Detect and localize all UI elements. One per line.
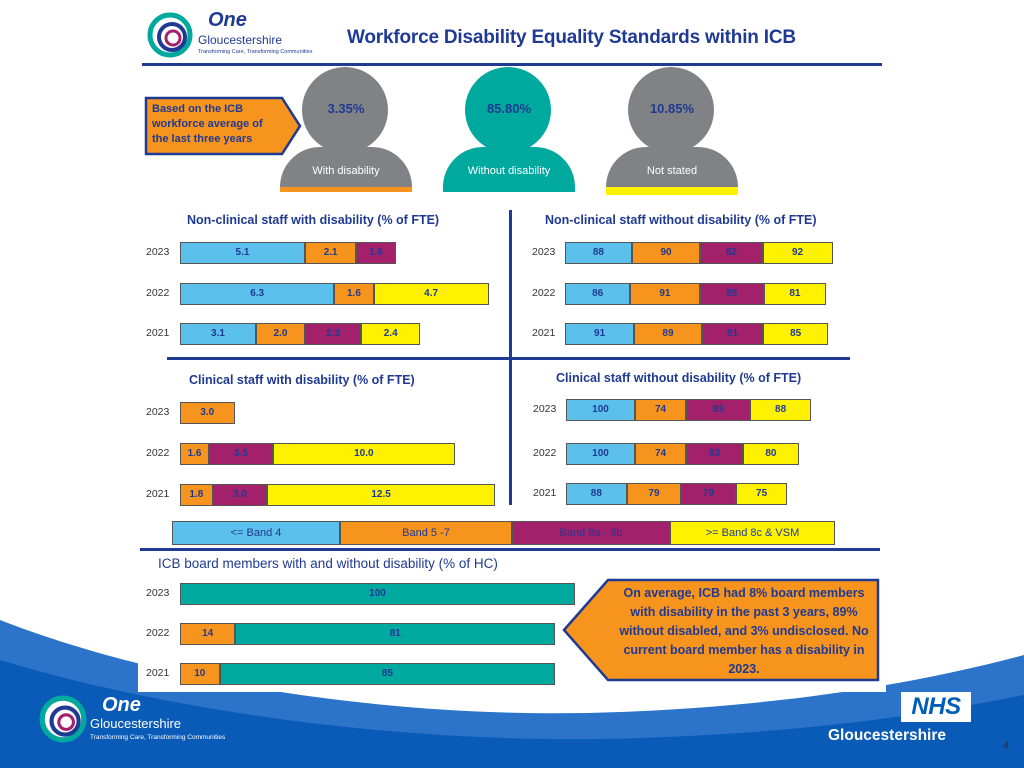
- bar-segment: 91: [630, 283, 699, 305]
- header: [142, 7, 880, 65]
- bar-segment: 88: [566, 483, 627, 505]
- bar-segment: 5.1: [180, 242, 305, 264]
- bar-segment: 82: [700, 242, 762, 264]
- logo-tagline: Transforming Care, Transforming Communities: [198, 49, 313, 55]
- header-rule: [142, 63, 882, 66]
- chart-title-nonclinical-with: Non-clinical staff with disability (% of FTE): [187, 213, 440, 227]
- person-base: [443, 187, 575, 192]
- person-without-disability: [443, 67, 575, 193]
- bar-segment: 85: [220, 663, 556, 685]
- bar-segment: 91: [565, 323, 634, 345]
- summary-label: Without disability: [467, 165, 551, 177]
- bar-segment: 88: [750, 399, 811, 421]
- board-callout-text: On average, ICB had 8% board members with disability in the past 3 years, 89% without disabled, and 3% undisclosed. No current board member has a disability in 2023.: [619, 586, 869, 676]
- tick-label-year: 2021: [146, 488, 170, 500]
- logo-name: Gloucestershire: [198, 33, 283, 47]
- bar-segment: 2.0: [256, 323, 305, 345]
- bar-segment: 85: [763, 323, 828, 345]
- tick-label-year: 2022: [146, 447, 170, 459]
- bar-segment: 80: [743, 443, 798, 465]
- legend-band8a-8b: Band 8a - 8b: [512, 521, 670, 545]
- bar-segment: 3.5: [209, 443, 273, 465]
- chart-title-clinical-without: Clinical staff without disability (% of FTE): [556, 371, 802, 385]
- bar-segment: 74: [635, 443, 686, 465]
- bar-segment: 86: [565, 283, 630, 305]
- tick-label-year: 2023: [533, 403, 557, 415]
- nhs-org-name: Gloucestershire: [828, 727, 947, 744]
- tick-label-year: 2023: [146, 587, 170, 599]
- bar-segment: 100: [566, 399, 635, 421]
- chart-title-board: ICB board members with and without disability (% of HC): [158, 556, 498, 571]
- tick-label-year: 2021: [533, 487, 557, 499]
- bar-segment: 79: [681, 483, 736, 505]
- bar-segment: 100: [180, 583, 575, 605]
- bar-segment: 100: [566, 443, 635, 465]
- bar-segment: 88: [565, 242, 632, 264]
- bar-segment: 3.0: [213, 484, 268, 506]
- logo-brand: One: [208, 9, 247, 31]
- summary-label: Not stated: [646, 165, 698, 177]
- tick-label-year: 2021: [146, 667, 170, 679]
- bar-segment: 1.6: [180, 443, 209, 465]
- summary-pct: 10.85%: [649, 101, 695, 116]
- legend-band4: <= Band 4: [172, 521, 340, 545]
- bar-segment: 81: [764, 283, 826, 305]
- footer-logo-swirl-icon: [38, 694, 88, 744]
- nhs-logo-text: NHS: [911, 693, 961, 720]
- page-number: 4: [1003, 740, 1010, 752]
- tick-label-year: 2021: [532, 327, 556, 339]
- bar-segment: 2.4: [361, 323, 420, 345]
- footer-logo-brand: One: [102, 694, 141, 716]
- header-logo: [146, 9, 336, 61]
- bar-segment: 1.8: [180, 484, 213, 506]
- summary-label: With disability: [312, 165, 380, 177]
- bar-segment: 2.1: [305, 242, 356, 264]
- logo-swirl-icon: [146, 11, 194, 59]
- footer-logo: [38, 694, 248, 746]
- nhs-logo: [901, 692, 971, 722]
- bar-segment: 1.6: [334, 283, 373, 305]
- bar-segment: 89: [634, 323, 702, 345]
- bar-segment: 81: [702, 323, 764, 345]
- tick-label-year: 2022: [532, 287, 556, 299]
- bar-segment: 10.0: [273, 443, 455, 465]
- tick-label-year: 2022: [533, 447, 557, 459]
- legend-band5-7: Band 5 -7: [340, 521, 512, 545]
- tick-label-year: 2023: [146, 246, 170, 258]
- tick-label-year: 2021: [146, 327, 170, 339]
- person-base: [280, 187, 412, 192]
- chart-title-nonclinical-without: Non-clinical staff without disability (% of FTE): [545, 213, 817, 227]
- bar-segment: 83: [686, 443, 743, 465]
- bar-segment: 2.3: [305, 323, 361, 345]
- bar-segment: 90: [632, 242, 700, 264]
- page-title: Workforce Disability Equality Standards within ICB: [347, 27, 796, 48]
- tick-label-year: 2022: [146, 627, 170, 639]
- bar-segment: 12.5: [267, 484, 495, 506]
- tick-label-year: 2022: [146, 287, 170, 299]
- person-with-disability: [280, 67, 412, 193]
- bar-segment: 6.3: [180, 283, 334, 305]
- summary-pct: 85.80%: [486, 101, 532, 116]
- bar-segment: 79: [627, 483, 682, 505]
- legend-band8c-vsm: >= Band 8c & VSM: [670, 521, 835, 545]
- quadrant-divider-horizontal: [167, 357, 850, 360]
- bar-segment: 14: [180, 623, 235, 645]
- bar-segment: 81: [235, 623, 555, 645]
- bar-segment: 3.1: [180, 323, 256, 345]
- bar-segment: 4.7: [374, 283, 489, 305]
- person-not-stated: [606, 67, 738, 193]
- tick-label-year: 2023: [146, 406, 170, 418]
- tick-label-year: 2023: [532, 246, 556, 258]
- chart-legend: [172, 521, 835, 545]
- bar-segment: 74: [635, 399, 686, 421]
- footer-logo-name: Gloucestershire: [90, 716, 182, 731]
- chart-title-clinical-with: Clinical staff with disability (% of FTE): [189, 373, 415, 387]
- bar-segment: 92: [763, 242, 833, 264]
- person-base: [606, 187, 738, 195]
- board-section-rule: [140, 548, 880, 551]
- bar-segment: 3.0: [180, 402, 235, 424]
- bar-segment: 93: [686, 399, 750, 421]
- bar-segment: 1.6: [356, 242, 395, 264]
- callout-text: Based on the ICB workforce average of the last three years: [152, 103, 263, 145]
- summary-pct: 3.35%: [327, 101, 365, 116]
- bar-segment: 10: [180, 663, 220, 685]
- bar-segment: 75: [736, 483, 788, 505]
- bar-segment: 85: [700, 283, 765, 305]
- footer-logo-tagline: Transforming Care, Transforming Communities: [90, 734, 226, 741]
